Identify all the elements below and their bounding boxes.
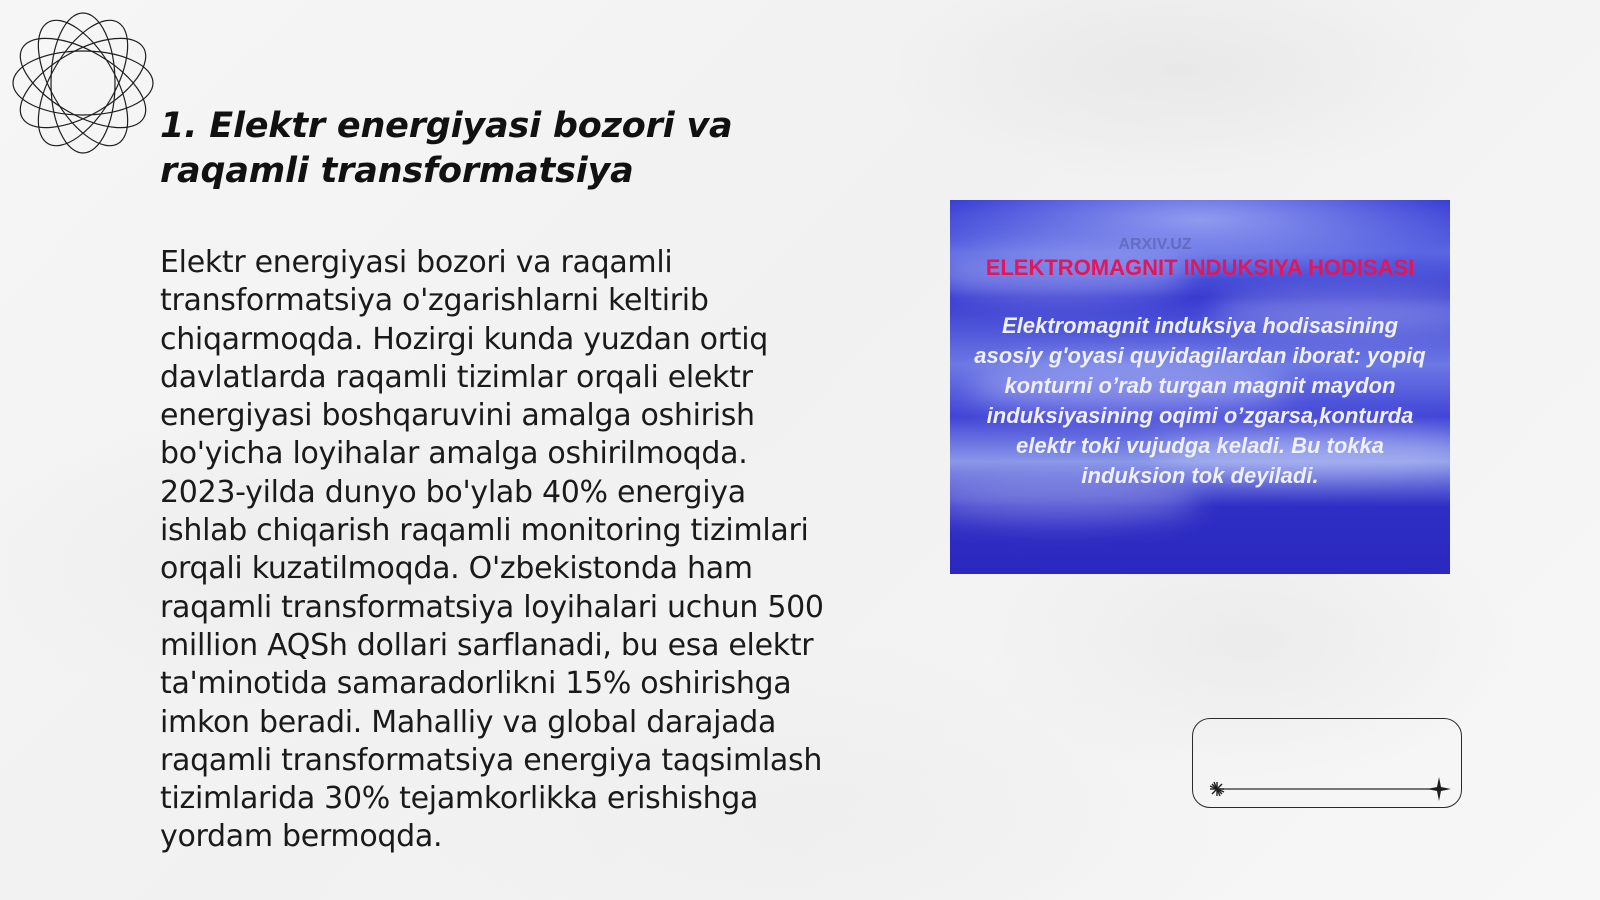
decorative-card bbox=[1192, 718, 1462, 808]
picture-watermark: ARXIV.UZ bbox=[1118, 236, 1192, 253]
picture-heading: ELEKTROMAGNIT INDUKSIYA HODISASI bbox=[985, 255, 1415, 280]
picture-text: Elektromagnit induksiya hodisasining asosiy g'oyasi quyidagilardan iborat: yopiq konturni o’rab turgan magnit maydon induksiyasining oqimi o’zgarsa,konturda elektr toki vujudga keladi. Bu tokka induksion tok deyiladi. bbox=[974, 313, 1426, 488]
slide-title: 1. Elektr energiyasi bozori va raqamli transformatsiya bbox=[160, 106, 733, 191]
induction-picture bbox=[950, 200, 1450, 574]
line-with-sparkles-icon bbox=[1193, 719, 1463, 809]
body-paragraph: Elektr energiyasi bozori va raqamli transformatsiya o'zgarishlarni keltirib chiqarmoqda. Hozirgi kunda yuzdan ortiq davlatlarda raqamli tizimlar orqali elektr energiyasi boshqaruvini amalga oshirish bo'yicha loyihalar amalga oshirilmoqda. 2023-yilda dunyo bo'ylab 40% energiya ishlab chiqarish raqamli monitoring tizimlari orqali kuzatilmoqda. O'zbekistonda ham raqamli transformatsiya loyihalari uchun 500 million AQSh dollari sarflanadi, bu esa elektr ta'minotida samaradorlikni 15% oshirishga imkon beradi. Mahalliy va global darajada raqamli transformatsiya energiya taqsimlash tizimlarida 30% tejamkorlikka erishishga yordam bermoqda. bbox=[160, 245, 824, 855]
orbit-rings-icon bbox=[10, 10, 156, 156]
